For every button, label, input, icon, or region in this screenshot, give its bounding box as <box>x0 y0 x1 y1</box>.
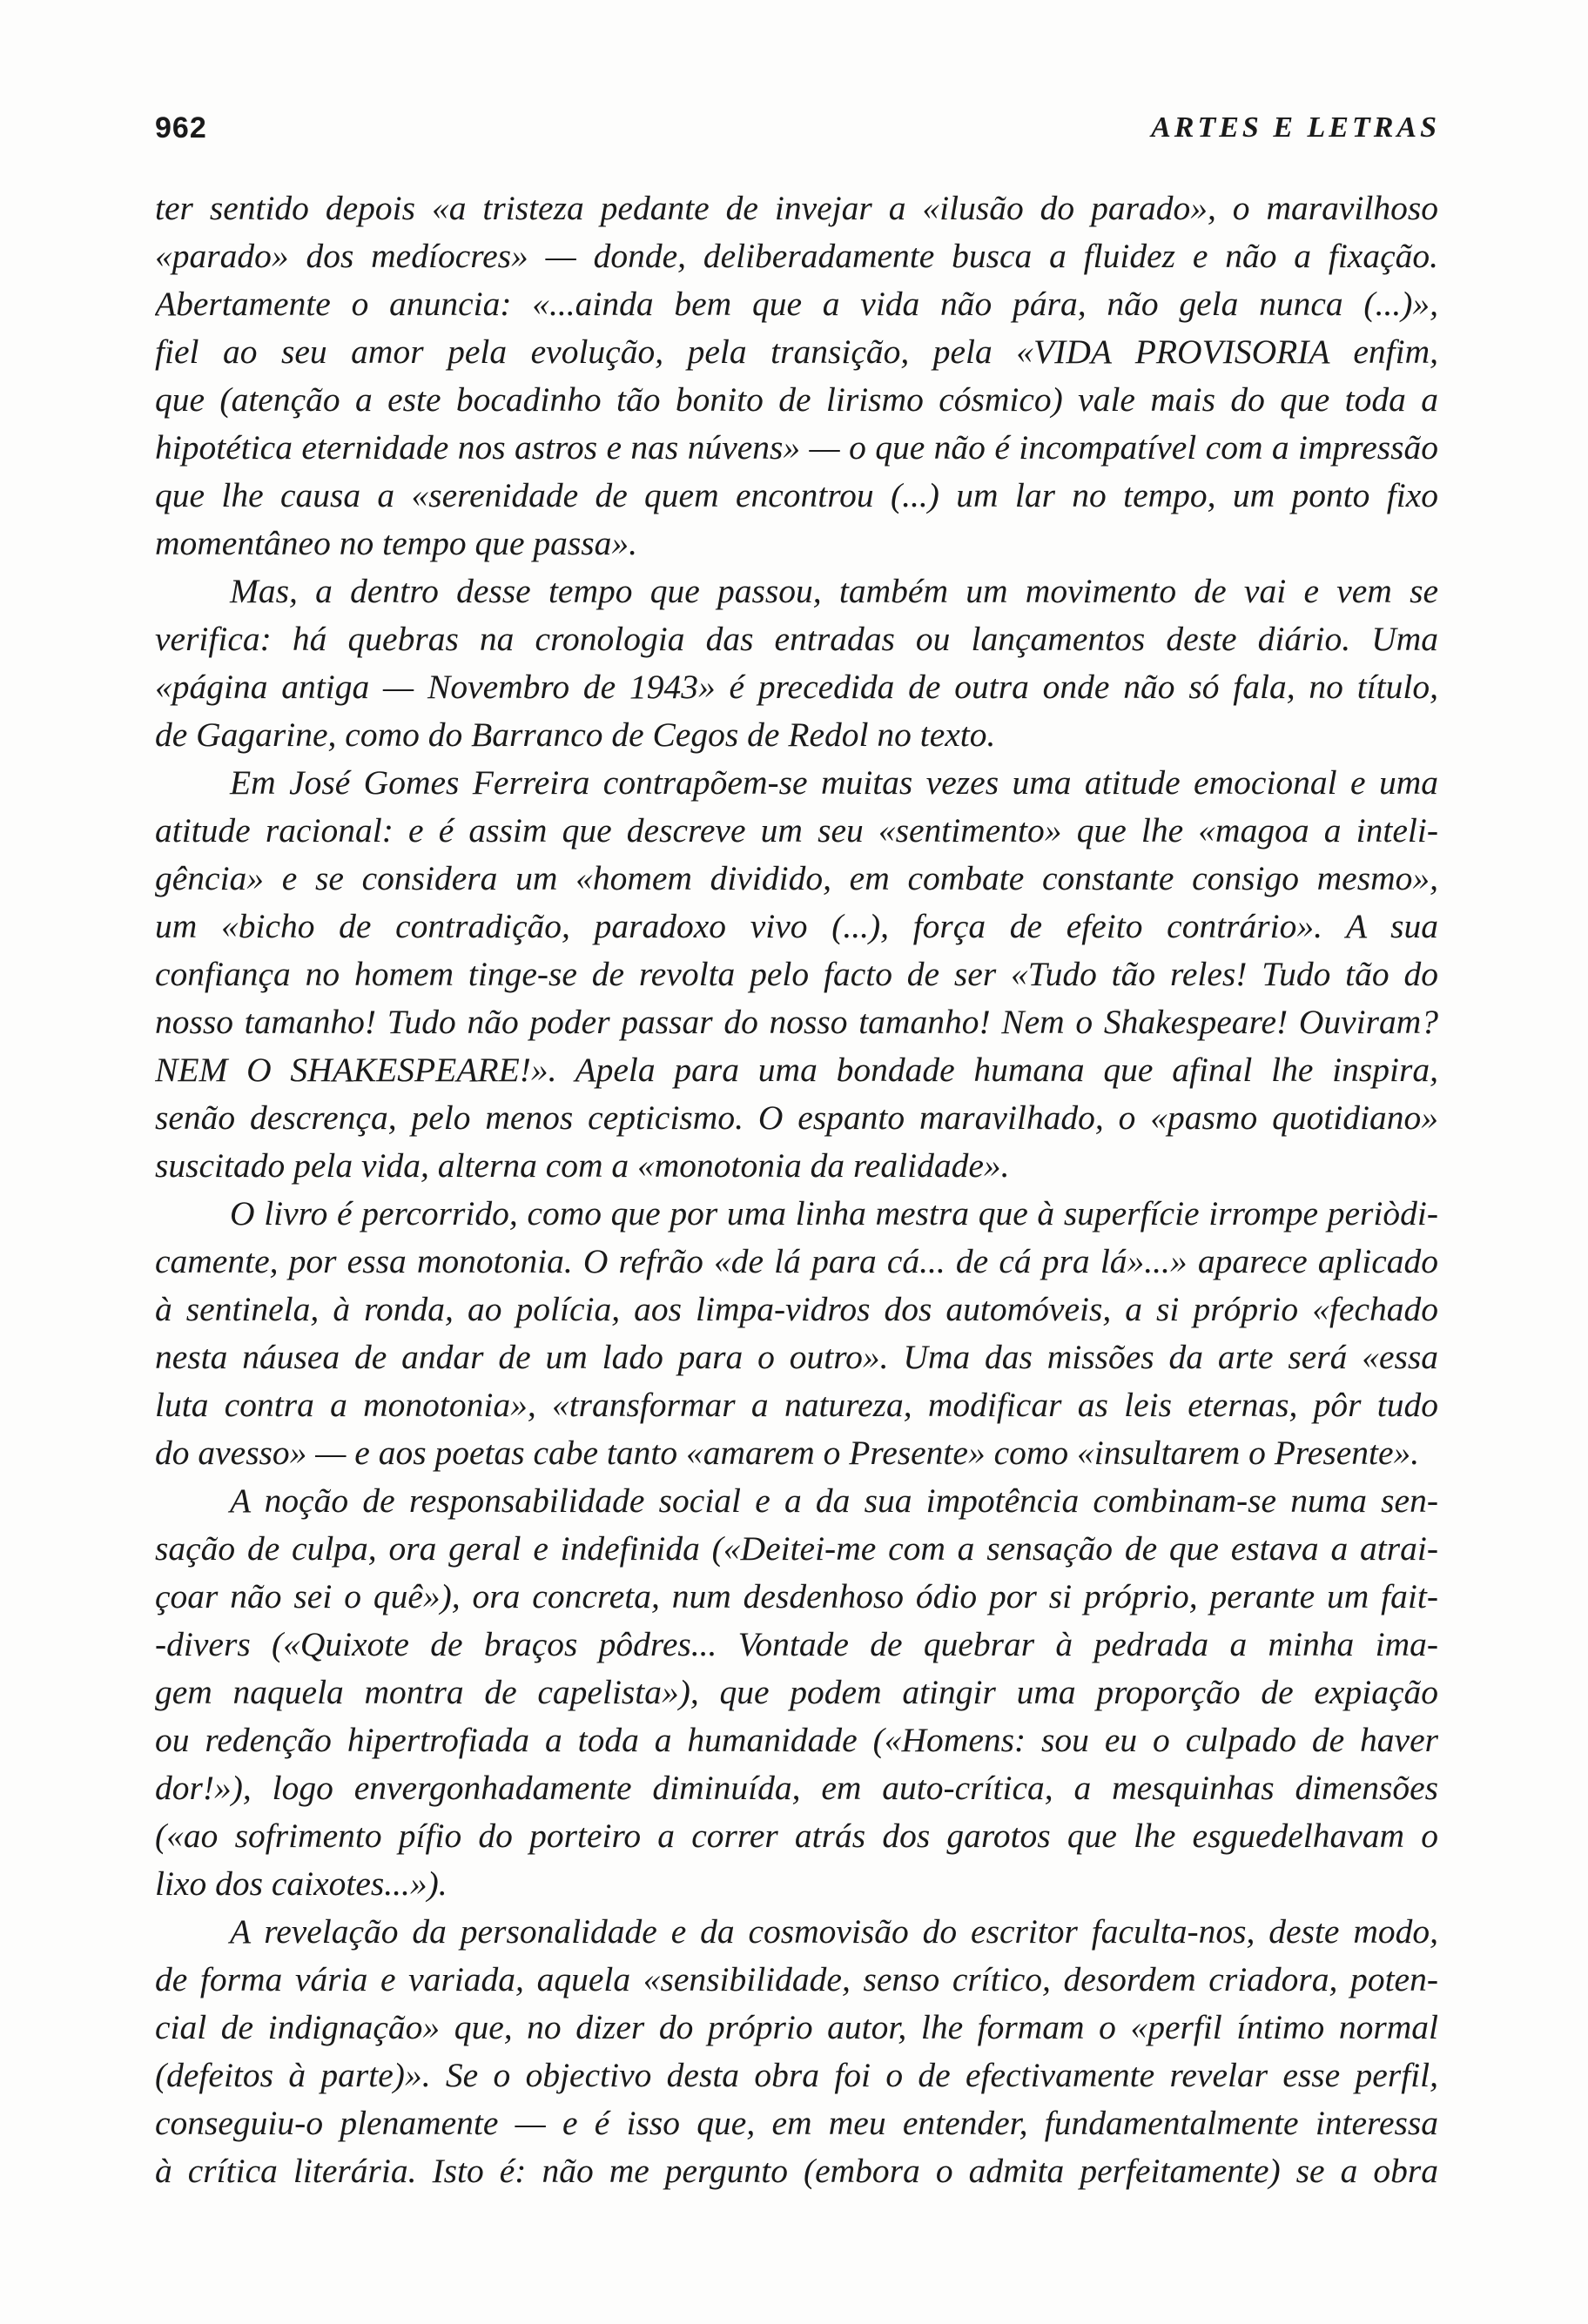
page-number: 962 <box>155 111 207 144</box>
text-line: confiança no homem tinge-se de revolta pelo facto de ser «Tudo tão reles! Tudo tão do <box>155 955 1438 993</box>
text-line: atitude racional: e é assim que descreve um seu «sentimento» que lhe «magoa a inteli- <box>155 811 1438 850</box>
text-line: (defeitos à parte)». Se o objectivo desta obra foi o de efectivamente revelar esse perfil, <box>155 2056 1438 2094</box>
text-line: sação de culpa, ora geral e indefinida («Deitei-me com a sensação de que estava a atrai- <box>155 1529 1438 1568</box>
text-line: de forma vária e variada, aquela «sensibilidade, senso crítico, desordem criadora, poten- <box>155 1960 1438 1998</box>
text-line: A revelação da personalidade e da cosmovisão do escritor faculta-nos, deste modo, <box>230 1912 1438 1951</box>
text-line: O livro é percorrido, como que por uma linha mestra que à superfície irrompe periòdi- <box>230 1194 1438 1233</box>
text-line: Em José Gomes Ferreira contrapõem-se muitas vezes uma atitude emocional e uma <box>230 763 1438 802</box>
text-line: camente, por essa monotonia. O refrão «de lá para cá... de cá pra lá»...» aparece aplicado <box>155 1242 1438 1280</box>
text-line: Abertamente o anuncia: «...ainda bem que a vida não pára, não gela nunca (...)», <box>155 285 1438 323</box>
text-line: NEM O SHAKESPEARE!». Apela para uma bondade humana que afinal lhe inspira, <box>155 1051 1438 1089</box>
text-line: nosso tamanho! Tudo não poder passar do nosso tamanho! Nem o Shakespeare! Ouviram? <box>155 1003 1438 1041</box>
text-line: lixo dos caixotes...»). <box>155 1864 447 1903</box>
text-line: «parado» dos medíocres» — donde, deliberadamente busca a fluidez e não a fixação. <box>155 237 1438 275</box>
text-line: à crítica literária. Isto é: não me pergunto (embora o admita perfeitamente) se a obra <box>155 2152 1438 2190</box>
text-line: A noção de responsabilidade social e a da sua impotência combinam-se numa sen- <box>230 1481 1438 1520</box>
text-line: Mas, a dentro desse tempo que passou, também um movimento de vai e vem se <box>230 572 1438 610</box>
text-line: («ao sofrimento pífio do porteiro a correr atrás dos garotos que lhe esguedelhavam o <box>155 1817 1438 1855</box>
text-line: çoar não sei o quê»), ora concreta, num desdenhoso ódio por si próprio, perante um fait- <box>155 1577 1438 1615</box>
text-line: luta contra a monotonia», «transformar a natureza, modificar as leis eternas, pôr tudo <box>155 1386 1438 1424</box>
text-line: «página antiga — Novembro de 1943» é precedida de outra onde não só fala, no título, <box>155 668 1438 706</box>
text-line: fiel ao seu amor pela evolução, pela transição, pela «VIDA PROVISORIA enfim, <box>155 332 1438 371</box>
page-header <box>155 111 1440 155</box>
body-text <box>155 185 1438 2195</box>
text-line: ter sentido depois «a tristeza pedante de invejar a «ilusão do parado», o maravilhoso <box>155 189 1438 227</box>
text-line: dor!»), logo envergonhadamente diminuída, em auto-crítica, a mesquinhas dimensões <box>155 1769 1438 1807</box>
text-line: senão descrença, pelo menos cepticismo. O espanto maravilhado, o «pasmo quotidiano» <box>155 1098 1438 1137</box>
paragraph <box>155 568 1438 759</box>
text-line: verifica: há quebras na cronologia das entradas ou lançamentos deste diário. Uma <box>155 620 1438 658</box>
paragraph <box>155 1477 1438 1908</box>
paragraph <box>155 185 1438 568</box>
text-line: de Gagarine, como do Barranco de Cegos de Redol no texto. <box>155 715 996 754</box>
running-title: ARTES E LETRAS <box>1151 111 1440 144</box>
text-line: suscitado pela vida, alterna com a «monotonia da realidade». <box>155 1146 1010 1185</box>
text-line: gência» e se considera um «homem dividido, em combate constante consigo mesmo», <box>155 859 1438 897</box>
text-line: que lhe causa a «serenidade de quem encontrou (...) um lar no tempo, um ponto fixo <box>155 476 1438 514</box>
text-line: ou redenção hipertrofiada a toda a humanidade («Homens: sou eu o culpado de haver <box>155 1721 1438 1759</box>
paragraph <box>155 759 1438 1190</box>
text-line: momentâneo no tempo que passa». <box>155 524 638 562</box>
text-line: do avesso» — e aos poetas cabe tanto «amarem o Presente» como «insultarem o Presente». <box>155 1434 1420 1472</box>
text-line: conseguiu-o plenamente — e é isso que, em meu entender, fundamentalmente interessa <box>155 2104 1438 2142</box>
text-line: à sentinela, à ronda, ao polícia, aos limpa-vidros dos automóveis, a si próprio «fechado <box>155 1290 1438 1328</box>
text-line: cial de indignação» que, no dizer do próprio autor, lhe formam o «perfil íntimo normal <box>155 2008 1438 2046</box>
paragraph <box>155 1190 1438 1477</box>
text-line: gem naquela montra de capelista»), que podem atingir uma proporção de expiação <box>155 1673 1438 1711</box>
paragraph <box>155 1908 1438 2195</box>
text-line: hipotética eternidade nos astros e nas núvens» — o que não é incompatível com a impressão <box>155 428 1438 467</box>
text-line: que (atenção a este bocadinho tão bonito de lirismo cósmico) vale mais do que toda a <box>155 380 1438 419</box>
text-line: -divers («Quixote de braços pôdres... Vontade de quebrar à pedrada a minha ima- <box>155 1625 1438 1663</box>
text-line: um «bicho de contradição, paradoxo vivo (...), força de efeito contrário». A sua <box>155 907 1438 945</box>
text-line: nesta náusea de andar de um lado para o outro». Uma das missões da arte será «essa <box>155 1338 1438 1376</box>
